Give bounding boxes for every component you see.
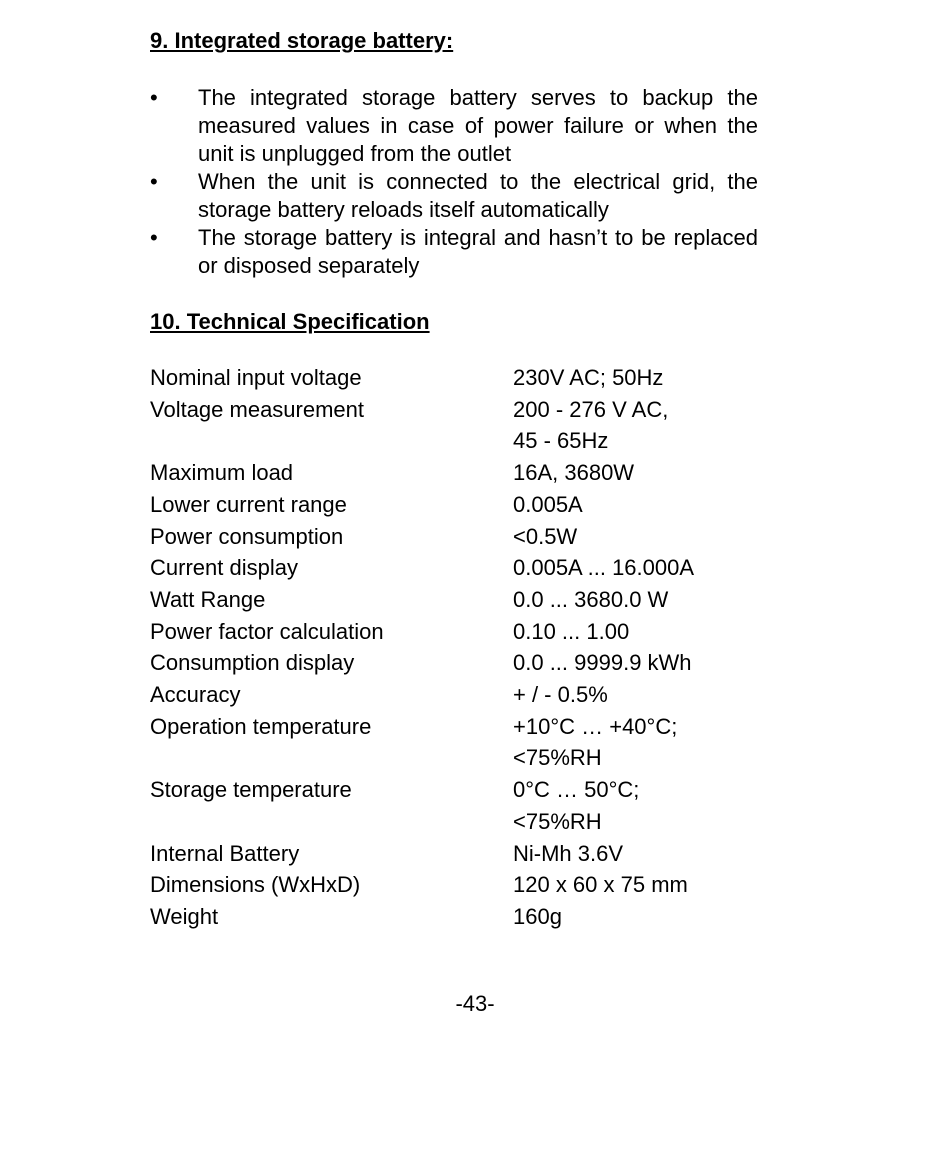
spec-label [150,425,513,457]
spec-label: Power consumption [150,523,344,549]
spec-value: +10°C … +40°C; [513,713,678,739]
spec-value: 0.005A [513,491,583,517]
spec-row [150,806,760,838]
spec-row [150,552,760,584]
spec-label: Maximum load [150,460,294,486]
spec-value: + / - 0.5% [513,682,608,708]
spec-label [150,742,513,774]
spec-label: Accuracy [150,682,241,708]
section-9-heading: 9. Integrated storage battery: [150,28,454,53]
spec-value: 0.0 ... 3680.0 W [513,586,669,612]
spec-row [150,457,760,489]
spec-value: 0.005A ... 16.000A [513,555,695,581]
bullet-item [150,224,758,280]
spec-row [150,647,760,679]
spec-row [150,869,760,901]
spec-row [150,489,760,521]
spec-label: Consumption display [150,650,355,676]
spec-row [150,838,760,870]
spec-row [150,425,760,457]
spec-row [150,616,760,648]
spec-value: <75%RH [513,808,602,834]
spec-value: <75%RH [513,745,602,771]
spec-value: 120 x 60 x 75 mm [513,872,688,898]
section-10-heading: 10. Technical Specification [150,309,430,334]
spec-label [150,806,513,838]
bullet-text: When the unit is connected to the electrical grid, the storage battery reloads itself automatically [198,169,758,222]
spec-row [150,584,760,616]
spec-table [150,362,760,933]
spec-row [150,679,760,711]
spec-value: 160g [513,903,562,929]
spec-label: Internal Battery [150,840,300,866]
spec-label: Voltage measurement [150,396,365,422]
spec-value: 0°C … 50°C; [513,777,640,803]
bullet-icon: • [150,225,158,250]
spec-label: Weight [150,903,219,929]
spec-label: Dimensions (WxHxD) [150,872,361,898]
spec-label: Nominal input voltage [150,365,362,390]
spec-value: 200 - 276 V AC, [513,396,669,422]
spec-row [150,711,760,743]
bullet-text: The storage battery is integral and hasn’t to be replaced or disposed separately [198,225,758,278]
spec-label: Power factor calculation [150,618,384,644]
battery-bullet-list [150,84,758,280]
spec-row [150,394,760,426]
spec-label: Storage temperature [150,777,352,803]
spec-row [150,521,760,553]
spec-value: 45 - 65Hz [513,428,609,454]
spec-label: Current display [150,555,298,581]
spec-value: 0.10 ... 1.00 [513,618,630,644]
spec-value: 16A, 3680W [513,460,635,486]
bullet-item [150,84,758,168]
spec-value: 0.0 ... 9999.9 kWh [513,650,692,676]
spec-value: Ni-Mh 3.6V [513,840,624,866]
spec-label: Operation temperature [150,713,372,739]
bullet-text: The integrated storage battery serves to backup the measured values in case of power failure or when the unit is unplugged from the outlet [198,85,758,166]
bullet-icon: • [150,169,158,194]
spec-label: Watt Range [150,586,266,612]
spec-row [150,774,760,806]
spec-value: <0.5W [513,523,578,549]
page-number: -43- [455,991,495,1016]
spec-value: 230V AC; 50Hz [513,365,664,390]
spec-row [150,742,760,774]
spec-label: Lower current range [150,491,347,517]
spec-row [150,901,760,933]
bullet-icon: • [150,85,158,110]
bullet-item [150,168,758,224]
spec-row [150,362,760,394]
